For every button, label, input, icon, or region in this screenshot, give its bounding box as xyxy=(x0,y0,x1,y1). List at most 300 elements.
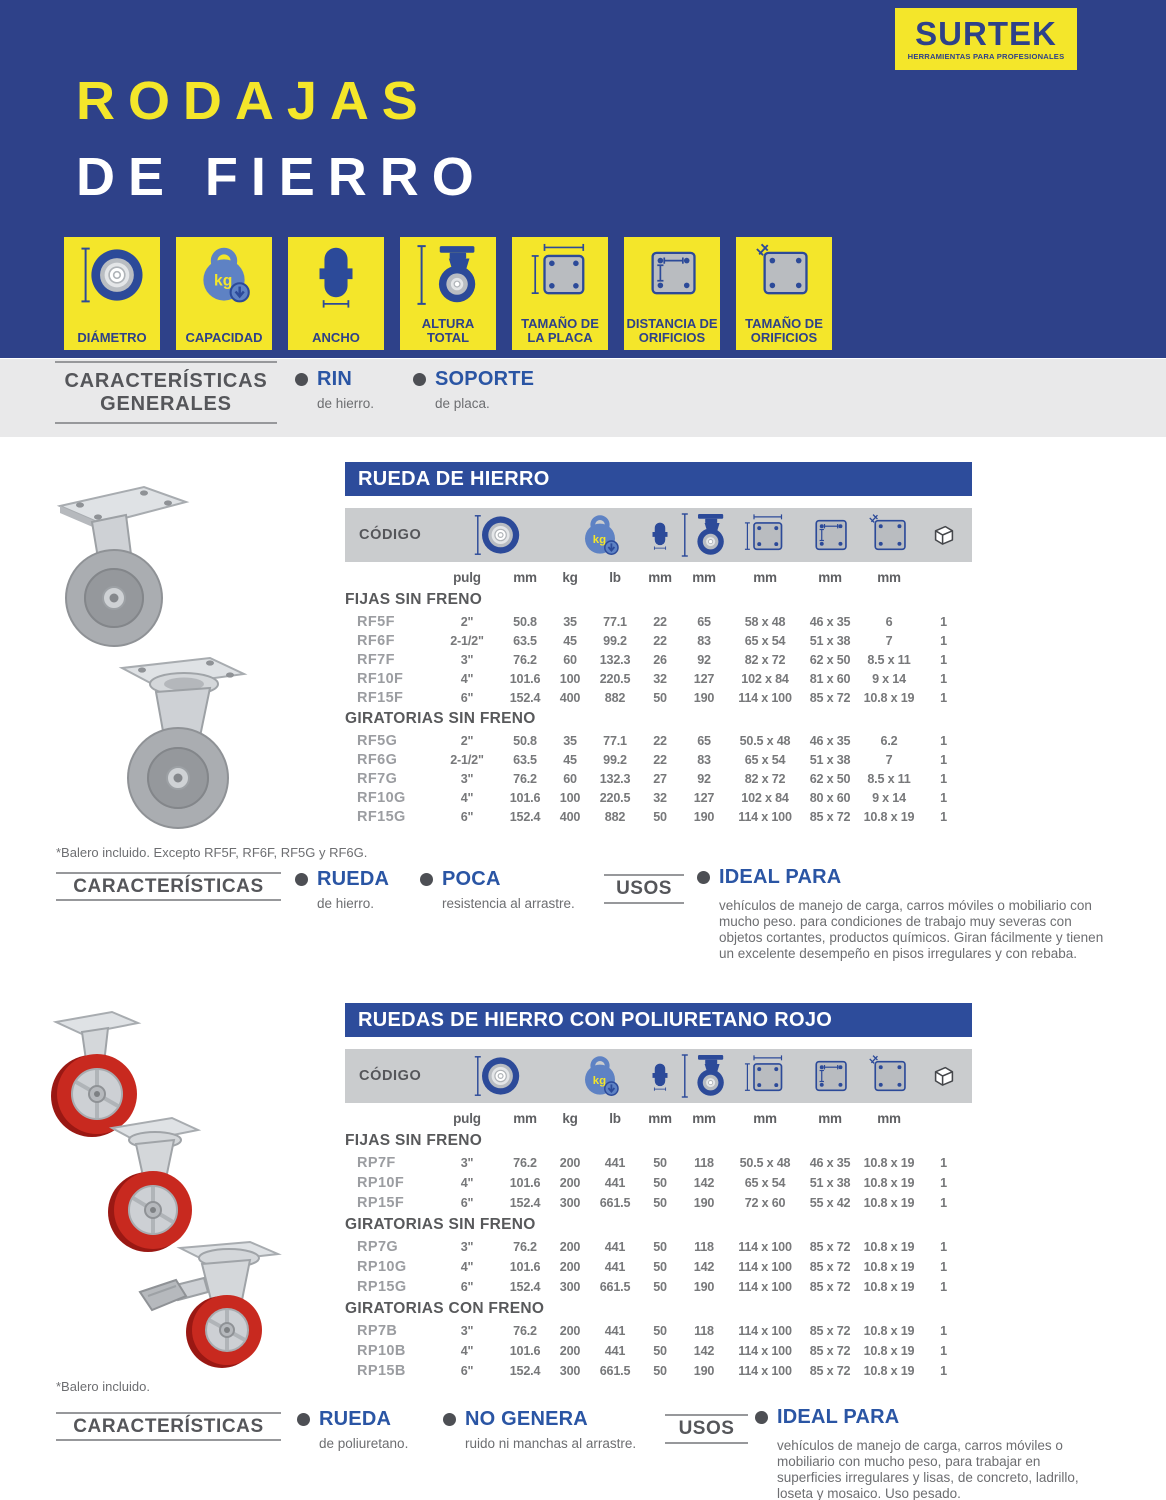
spec-cell: 46 x 35 xyxy=(809,734,851,749)
product-code: RF7G xyxy=(357,771,398,788)
spec-cell: 142 xyxy=(693,1176,715,1190)
unit-cell: mm xyxy=(818,569,842,585)
general-title-line2: GENERALES xyxy=(100,392,232,415)
spec-cell: 60 xyxy=(563,652,577,667)
table-group-header: FIJAS SIN FRENO xyxy=(345,1132,483,1149)
spec-cell: 4" xyxy=(460,791,474,806)
spec-cell: 10.8 x 19 xyxy=(863,690,915,705)
hole-distance-icon xyxy=(641,242,703,304)
spec-cell: 1 xyxy=(940,753,947,768)
spec-cell: 2-1/2" xyxy=(450,753,484,768)
spec-cell: 1 xyxy=(940,1364,947,1378)
table-icon-header xyxy=(345,1049,972,1103)
spec-cell: 32 xyxy=(653,671,667,686)
spec-box-ancho xyxy=(288,237,384,350)
spec-cell: 300 xyxy=(559,1364,581,1378)
spec-cell: 27 xyxy=(653,772,667,787)
spec-icon-label: TAMAÑO DE ORIFICIOS xyxy=(745,315,823,345)
spec-cell: 83 xyxy=(697,753,711,768)
spec-icon-label: CAPACIDAD xyxy=(185,329,263,345)
feature-soporte xyxy=(413,368,534,411)
usos-title: IDEAL PARA xyxy=(719,866,842,888)
spec-icon-label: ALTURA TOTAL xyxy=(421,315,475,345)
width-icon xyxy=(303,242,369,308)
table-rueda-de-hierro xyxy=(345,462,972,827)
brand-tagline: HERRAMIENTAS PARA PROFESIONALES xyxy=(907,52,1065,61)
spec-box-diametro xyxy=(64,237,160,350)
spec-cell: 882 xyxy=(604,690,626,705)
feature-ideal-para xyxy=(755,1406,899,1428)
spec-cell: 6" xyxy=(460,1280,474,1294)
table-group-header: FIJAS SIN FRENO xyxy=(345,591,483,608)
spec-cell: 10.8 x 19 xyxy=(863,1364,915,1378)
spec-cell: 22 xyxy=(653,734,667,749)
spec-cell: 3" xyxy=(460,1240,474,1254)
feature-title: RUEDA xyxy=(317,868,390,890)
page-title-line2: DE FIERRO xyxy=(76,147,487,207)
spec-cell: 400 xyxy=(559,690,581,705)
spec-cell: 220.5 xyxy=(599,791,631,806)
spec-cell: 10.8 x 19 xyxy=(863,1240,915,1254)
spec-cell: 100 xyxy=(559,791,581,806)
spec-cell: 10.8 x 19 xyxy=(863,1344,915,1358)
spec-cell: 1 xyxy=(940,1240,947,1254)
table-group-header: GIRATORIAS CON FRENO xyxy=(345,1300,545,1317)
spec-cell: 77.1 xyxy=(603,734,627,749)
unit-cell: mm xyxy=(877,1110,901,1126)
spec-cell: 101.6 xyxy=(509,1176,541,1190)
spec-cell: 441 xyxy=(604,1240,626,1254)
spec-cell: 1 xyxy=(940,1344,947,1358)
product-code: RP10G xyxy=(357,1259,407,1275)
spec-cell: 2" xyxy=(460,734,474,749)
spec-cell: 200 xyxy=(559,1324,581,1338)
table-row xyxy=(345,789,972,808)
product-code: RF6F xyxy=(357,632,395,649)
spec-cell: 118 xyxy=(694,1324,714,1338)
spec-cell: 50 xyxy=(653,1280,667,1294)
spec-cell: 1 xyxy=(940,734,947,749)
hole-distance-icon xyxy=(797,1054,863,1098)
spec-cell: 85 x 72 xyxy=(809,690,851,705)
spec-cell: 441 xyxy=(604,1344,626,1358)
spec-icon-label: DIÁMETRO xyxy=(77,329,147,345)
spec-cell: 62 x 50 xyxy=(809,652,851,667)
product-code: RP7F xyxy=(357,1155,396,1171)
unit-cell: mm xyxy=(753,569,777,585)
brand-name: SURTEK xyxy=(915,15,1057,52)
spec-cell: 6" xyxy=(460,1196,474,1210)
spec-cell: 4" xyxy=(460,1260,474,1274)
table-title-banner xyxy=(345,462,972,496)
hole-distance-icon xyxy=(797,513,863,557)
capacity-icon xyxy=(555,511,645,559)
table-row xyxy=(345,650,972,669)
spec-cell: 114 x 100 xyxy=(738,1344,792,1358)
hole-size-icon xyxy=(863,1054,915,1098)
spec-icon-label: DISTANCIA DE ORIFICIOS xyxy=(626,315,718,345)
spec-cell: 46 x 35 xyxy=(809,614,851,629)
caracteristicas-label: CARACTERÍSTICAS xyxy=(56,872,281,901)
width-icon xyxy=(645,515,675,555)
spec-cell: 1 xyxy=(940,652,947,667)
feature-title: RUEDA xyxy=(319,1408,392,1430)
spec-cell: 92 xyxy=(697,772,711,787)
spec-cell: 50 xyxy=(653,1156,667,1170)
spec-cell: 85 x 72 xyxy=(809,1280,851,1294)
spec-cell: 101.6 xyxy=(509,671,541,686)
feature-subtitle: ruido ni manchas al arrastre. xyxy=(465,1436,637,1451)
spec-cell: 99.2 xyxy=(603,633,627,648)
spec-cell: 152.4 xyxy=(509,1196,541,1210)
bullet-icon xyxy=(413,373,426,386)
spec-cell: 92 xyxy=(697,652,711,667)
spec-cell: 1 xyxy=(940,633,947,648)
spec-cell: 50 xyxy=(653,1196,667,1210)
spec-cell: 102 x 84 xyxy=(741,791,789,806)
feature-rueda-poliuretano xyxy=(297,1408,408,1451)
product-code: RP15G xyxy=(357,1279,407,1295)
table-row xyxy=(345,1153,972,1173)
table-row xyxy=(345,1257,972,1277)
spec-cell: 76.2 xyxy=(513,772,537,787)
spec-cell: 114 x 100 xyxy=(738,1240,792,1254)
spec-cell: 32 xyxy=(653,791,667,806)
spec-cell: 190 xyxy=(693,810,715,825)
product-code: RP15F xyxy=(357,1195,405,1211)
spec-cell: 101.6 xyxy=(509,791,541,806)
spec-cell: 100 xyxy=(559,671,581,686)
spec-cell: 65 x 54 xyxy=(744,753,786,768)
bullet-icon xyxy=(295,873,308,886)
spec-cell: 35 xyxy=(563,734,577,749)
product-code: RF6G xyxy=(357,752,398,769)
spec-cell: 26 xyxy=(653,652,667,667)
table-row xyxy=(345,1341,972,1361)
spec-cell: 441 xyxy=(604,1156,626,1170)
spec-cell: 118 xyxy=(694,1156,714,1170)
table-title: RUEDAS DE HIERRO CON POLIURETANO ROJO xyxy=(358,1008,833,1031)
general-characteristics-title xyxy=(55,361,277,424)
spec-cell: 50 xyxy=(653,810,667,825)
unit-cell: lb xyxy=(609,1110,621,1126)
spec-cell: 220.5 xyxy=(599,671,631,686)
spec-cell: 190 xyxy=(693,1364,715,1378)
spec-cell: 101.6 xyxy=(509,1260,541,1274)
unit-cell: lb xyxy=(609,569,621,585)
table-row xyxy=(345,631,972,650)
spec-cell: 1 xyxy=(940,810,947,825)
unit-cell: mm xyxy=(648,1110,672,1126)
spec-cell: 132.3 xyxy=(599,652,631,667)
total-height-icon xyxy=(675,511,733,559)
spec-cell: 200 xyxy=(559,1344,581,1358)
plate-size-icon xyxy=(733,513,797,557)
spec-cell: 400 xyxy=(559,810,581,825)
bullet-icon xyxy=(443,1413,456,1426)
spec-box-capacidad xyxy=(176,237,272,350)
spec-cell: 300 xyxy=(559,1196,581,1210)
spec-cell: 46 x 35 xyxy=(809,1156,851,1170)
table-row xyxy=(345,808,972,827)
table-row xyxy=(345,1193,972,1213)
spec-cell: 82 x 72 xyxy=(744,652,786,667)
table-title-banner xyxy=(345,1003,972,1037)
bullet-icon xyxy=(420,873,433,886)
spec-cell: 85 x 72 xyxy=(809,1344,851,1358)
spec-cell: 4" xyxy=(460,671,474,686)
spec-cell: 1 xyxy=(940,772,947,787)
spec-cell: 10.8 x 19 xyxy=(863,1176,915,1190)
spec-cell: 80 x 60 xyxy=(809,791,851,806)
usos-title: IDEAL PARA xyxy=(777,1406,900,1428)
product-code: RF15G xyxy=(357,809,406,826)
spec-cell: 60 xyxy=(563,772,577,787)
spec-cell: 55 x 42 xyxy=(809,1196,851,1210)
capacity-icon xyxy=(555,1052,645,1100)
feature-subtitle: resistencia al arrastre. xyxy=(442,896,575,911)
spec-cell: 65 x 54 xyxy=(744,633,786,648)
spec-cell: 4" xyxy=(460,1344,474,1358)
spec-cell: 6" xyxy=(460,690,474,705)
feature-rueda-hierro xyxy=(295,868,389,911)
spec-cell: 1 xyxy=(940,791,947,806)
spec-box-altura-total xyxy=(400,237,496,350)
table-row xyxy=(345,688,972,707)
spec-cell: 65 x 54 xyxy=(744,1176,786,1190)
plate-size-icon xyxy=(529,242,591,304)
table-row xyxy=(345,1237,972,1257)
product-code: RP15B xyxy=(357,1363,406,1379)
spec-cell: 22 xyxy=(653,753,667,768)
spec-cell: 152.4 xyxy=(509,1364,541,1378)
table-body xyxy=(345,1107,972,1381)
brand-logo xyxy=(895,8,1077,70)
spec-cell: 58 x 48 xyxy=(744,614,786,629)
spec-cell: 152.4 xyxy=(509,690,541,705)
spec-cell: 118 xyxy=(694,1240,714,1254)
spec-cell: 1 xyxy=(940,1156,947,1170)
table-row xyxy=(345,1321,972,1341)
spec-cell: 190 xyxy=(693,690,715,705)
spec-cell: 35 xyxy=(563,614,577,629)
spec-icon-label: TAMAÑO DE LA PLACA xyxy=(521,315,599,345)
spec-cell: 3" xyxy=(460,1324,474,1338)
table-row xyxy=(345,669,972,688)
spec-cell: 1 xyxy=(940,1176,947,1190)
spec-cell: 441 xyxy=(604,1176,626,1190)
spec-cell: 99.2 xyxy=(603,753,627,768)
spec-cell: 3" xyxy=(460,1156,474,1170)
spec-cell: 85 x 72 xyxy=(809,810,851,825)
spec-cell: 45 xyxy=(563,753,577,768)
spec-cell: 127 xyxy=(693,671,715,686)
product-code: RF7F xyxy=(357,651,395,668)
diameter-icon xyxy=(439,511,555,559)
spec-cell: 101.6 xyxy=(509,1344,541,1358)
feature-poca-resistencia xyxy=(420,868,575,911)
spec-cell: 50 xyxy=(653,1176,667,1190)
spec-cell: 82 x 72 xyxy=(744,772,786,787)
spec-cell: 2" xyxy=(460,614,474,629)
table-body xyxy=(345,566,972,827)
feature-subtitle: de placa. xyxy=(435,396,490,411)
spec-cell: 6" xyxy=(460,1364,474,1378)
bullet-icon xyxy=(295,373,308,386)
product-code: RF5G xyxy=(357,733,398,750)
table-units-row xyxy=(345,566,972,588)
spec-cell: 8.5 x 11 xyxy=(867,652,911,667)
spec-cell: 200 xyxy=(559,1240,581,1254)
spec-cell: 114 x 100 xyxy=(738,1280,792,1294)
unit-cell: mm xyxy=(877,569,901,585)
spec-cell: 8.5 x 11 xyxy=(867,772,911,787)
hero-header xyxy=(0,0,1166,358)
spec-cell: 6" xyxy=(460,810,474,825)
product-code: RP10B xyxy=(357,1343,406,1359)
spec-cell: 1 xyxy=(940,614,947,629)
spec-cell: 882 xyxy=(604,810,626,825)
unit-cell: pulg xyxy=(453,1110,481,1126)
spec-cell: 152.4 xyxy=(509,810,541,825)
table-footnote: *Balero incluido. xyxy=(56,1379,150,1394)
product-code: RP7B xyxy=(357,1323,398,1339)
spec-cell: 22 xyxy=(653,633,667,648)
usos-label: USOS xyxy=(604,874,684,904)
spec-cell: 85 x 72 xyxy=(809,1260,851,1274)
feature-subtitle: de hierro. xyxy=(317,896,375,911)
diameter-icon xyxy=(79,242,145,308)
spec-cell: 114 x 100 xyxy=(738,1324,792,1338)
spec-cell: 190 xyxy=(693,1280,715,1294)
unit-cell: kg xyxy=(562,569,578,585)
spec-cell: 51 x 38 xyxy=(809,1176,851,1190)
spec-cell: 63.5 xyxy=(513,633,537,648)
usos-description: vehículos de manejo de carga, carros móviles o mobiliario con mucho peso. para condiciones de trabajo muy severas con objetos cortantes, productos químicos. Giran fácilmente y tienen un excelente desempeño en pisos irregulares y con rebaba. xyxy=(719,898,1104,961)
bullet-icon xyxy=(755,1411,768,1424)
table-row xyxy=(345,751,972,770)
spec-cell: 45 xyxy=(563,633,577,648)
feature-title: RIN xyxy=(317,368,353,390)
spec-cell: 77.1 xyxy=(603,614,627,629)
general-title-line1: CARACTERÍSTICAS xyxy=(64,369,268,392)
unit-cell: mm xyxy=(513,569,537,585)
unit-cell: mm xyxy=(513,1110,537,1126)
spec-cell: 50 xyxy=(653,1260,667,1274)
feature-rin xyxy=(295,368,374,411)
feature-ideal-para xyxy=(697,866,841,888)
spec-cell: 7 xyxy=(885,633,893,648)
usos-label: USOS xyxy=(665,1414,748,1444)
feature-no-genera xyxy=(443,1408,636,1451)
spec-cell: 1 xyxy=(940,690,947,705)
bullet-icon xyxy=(297,1413,310,1426)
spec-cell: 114 x 100 xyxy=(738,1260,792,1274)
spec-box-tamano-placa xyxy=(512,237,608,350)
spec-cell: 190 xyxy=(693,1196,715,1210)
spec-icon-label: ANCHO xyxy=(312,329,360,345)
spec-cell: 1 xyxy=(940,1196,947,1210)
bullet-icon xyxy=(697,871,710,884)
unit-cell: kg xyxy=(562,1110,578,1126)
spec-cell: 6.2 xyxy=(880,734,898,749)
plate-size-icon xyxy=(733,1054,797,1098)
feature-title: SOPORTE xyxy=(435,368,535,390)
table-row xyxy=(345,770,972,789)
spec-cell: 76.2 xyxy=(513,1240,537,1254)
spec-cell: 76.2 xyxy=(513,1156,537,1170)
product-code: RF15F xyxy=(357,689,404,706)
spec-cell: 10.8 x 19 xyxy=(863,1156,915,1170)
product-code: RF10G xyxy=(357,790,406,807)
page-title-line1: RODAJAS xyxy=(76,71,431,131)
spec-cell: 661.5 xyxy=(599,1280,631,1294)
spec-cell: 50 xyxy=(653,1240,667,1254)
capacity-icon xyxy=(191,242,257,308)
product-code: RF5F xyxy=(357,613,395,630)
spec-cell: 72 x 60 xyxy=(744,1196,786,1210)
spec-cell: 76.2 xyxy=(513,652,537,667)
spec-cell: 51 x 38 xyxy=(809,753,851,768)
spec-box-distancia-orificios xyxy=(624,237,720,350)
feature-title: POCA xyxy=(442,868,501,890)
spec-cell: 85 x 72 xyxy=(809,1364,851,1378)
spec-cell: 10.8 x 19 xyxy=(863,1196,915,1210)
codigo-label: CÓDIGO xyxy=(359,1068,422,1084)
spec-cell: 1 xyxy=(940,1260,947,1274)
unit-cell: pulg xyxy=(453,569,481,585)
spec-cell: 85 x 72 xyxy=(809,1324,851,1338)
spec-cell: 1 xyxy=(940,1324,947,1338)
spec-cell: 10.8 x 19 xyxy=(863,810,915,825)
spec-cell: 50 xyxy=(653,1364,667,1378)
product-code: RF10F xyxy=(357,670,404,687)
feature-subtitle: de hierro. xyxy=(317,396,375,411)
spec-cell: 142 xyxy=(693,1260,715,1274)
table-row xyxy=(345,1361,972,1381)
unit-cell: mm xyxy=(692,1110,716,1126)
total-height-icon xyxy=(675,1052,733,1100)
product-code: RP7G xyxy=(357,1239,399,1255)
spec-cell: 142 xyxy=(693,1344,715,1358)
table-ruedas-poliuretano-rojo xyxy=(345,1003,972,1381)
spec-cell: 50.8 xyxy=(513,614,537,629)
spec-cell: 661.5 xyxy=(599,1364,631,1378)
spec-cell: 85 x 72 xyxy=(809,1240,851,1254)
spec-cell: 9 x 14 xyxy=(872,671,906,686)
spec-cell: 10.8 x 19 xyxy=(863,1324,915,1338)
product-code: RP10F xyxy=(357,1175,405,1191)
spec-cell: 50.5 x 48 xyxy=(739,1156,791,1170)
unit-cell: mm xyxy=(753,1110,777,1126)
iron-fixed-caster-photo xyxy=(40,482,200,654)
table-group-header: GIRATORIAS SIN FRENO xyxy=(345,710,536,728)
spec-cell: 51 x 38 xyxy=(809,633,851,648)
spec-cell: 63.5 xyxy=(513,753,537,768)
spec-cell: 1 xyxy=(940,671,947,686)
spec-cell: 3" xyxy=(460,772,474,787)
spec-cell: 127 xyxy=(693,791,715,806)
hole-size-icon xyxy=(753,242,815,304)
spec-cell: 132.3 xyxy=(599,772,631,787)
spec-cell: 10.8 x 19 xyxy=(863,1280,915,1294)
table-group-header: GIRATORIAS SIN FRENO xyxy=(345,1216,536,1233)
iron-swivel-caster-photo xyxy=(92,650,257,835)
usos-description: vehículos de manejo de carga, carros móviles o mobiliario con mucho peso, para trabajar en superficies irregulares y lisas, de concreto, ladrillo, loseta y mosaico. Uso pesado. xyxy=(777,1438,1079,1500)
table-icon-header xyxy=(345,508,972,562)
spec-cell: 50 xyxy=(653,1324,667,1338)
package-cube-icon xyxy=(915,521,972,549)
